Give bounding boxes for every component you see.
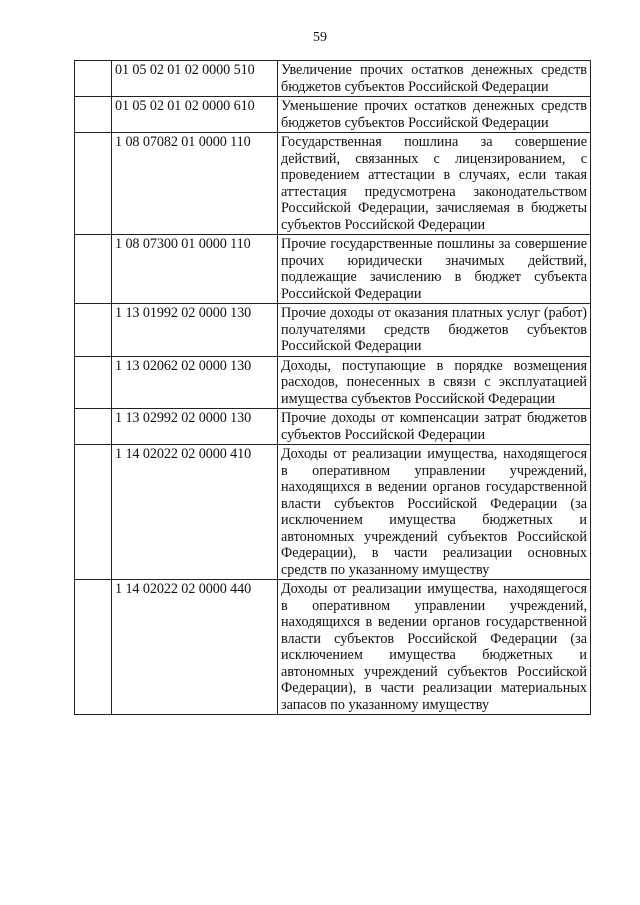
- description-cell: Увеличение прочих остатков денежных средств бюджетов субъектов Российской Федерации: [278, 61, 591, 97]
- table-row: [75, 445, 591, 580]
- blank-cell: [75, 445, 112, 580]
- code-cell: 01 05 02 01 02 0000 510: [112, 61, 278, 97]
- blank-cell: [75, 235, 112, 304]
- description-cell: Уменьшение прочих остатков денежных средств бюджетов субъектов Российской Федерации: [278, 97, 591, 133]
- description-cell: Доходы, поступающие в порядке возмещения расходов, понесенных в связи с эксплуатацией имущества субъектов Российской Федерации: [278, 356, 591, 409]
- code-cell: 1 13 02992 02 0000 130: [112, 409, 278, 445]
- blank-cell: [75, 61, 112, 97]
- blank-cell: [75, 133, 112, 235]
- description-cell: Прочие доходы от оказания платных услуг (работ) получателями средств бюджетов субъектов Российской Федерации: [278, 304, 591, 357]
- description-cell: Прочие доходы от компенсации затрат бюджетов субъектов Российской Федерации: [278, 409, 591, 445]
- code-cell: 1 08 07300 01 0000 110: [112, 235, 278, 304]
- code-cell: 1 13 02062 02 0000 130: [112, 356, 278, 409]
- budget-classification-table: [74, 60, 591, 715]
- description-cell: Доходы от реализации имущества, находящегося в оперативном управлении учреждений, находящихся в ведении органов государственной власти субъектов Российской Федерации (за исключением имущества бюджетных и автономных учреждений субъектов Российской Федерации), в части реализации материальных запасов по указанному имуществу: [278, 580, 591, 715]
- blank-cell: [75, 356, 112, 409]
- table-row: [75, 61, 591, 97]
- code-cell: 1 08 07082 01 0000 110: [112, 133, 278, 235]
- description-cell: Государственная пошлина за совершение действий, связанных с лицензированием, с проведением аттестации в случаях, если такая аттестация предусмотрена законодательством Российской Федерации, зачисляемая в бюджеты субъектов Российской Федерации: [278, 133, 591, 235]
- page-number: 59: [313, 30, 327, 45]
- table-row: [75, 580, 591, 715]
- description-cell: Доходы от реализации имущества, находящегося в оперативном управлении учреждений, находящихся в ведении органов государственной власти субъектов Российской Федерации (за исключением имущества бюджетных и автономных учреждений субъектов Российской Федерации), в части реализации основных средств по указанному имуществу: [278, 445, 591, 580]
- table-row: [75, 97, 591, 133]
- table-row: [75, 304, 591, 357]
- code-cell: 1 14 02022 02 0000 440: [112, 580, 278, 715]
- blank-cell: [75, 304, 112, 357]
- blank-cell: [75, 580, 112, 715]
- blank-cell: [75, 97, 112, 133]
- table-row: [75, 409, 591, 445]
- blank-cell: [75, 409, 112, 445]
- table-row: [75, 133, 591, 235]
- table-row: [75, 356, 591, 409]
- code-cell: 1 13 01992 02 0000 130: [112, 304, 278, 357]
- table-row: [75, 235, 591, 304]
- description-cell: Прочие государственные пошлины за совершение прочих юридически значимых действий, подлежащие зачислению в бюджет субъекта Российской Федерации: [278, 235, 591, 304]
- code-cell: 01 05 02 01 02 0000 610: [112, 97, 278, 133]
- code-cell: 1 14 02022 02 0000 410: [112, 445, 278, 580]
